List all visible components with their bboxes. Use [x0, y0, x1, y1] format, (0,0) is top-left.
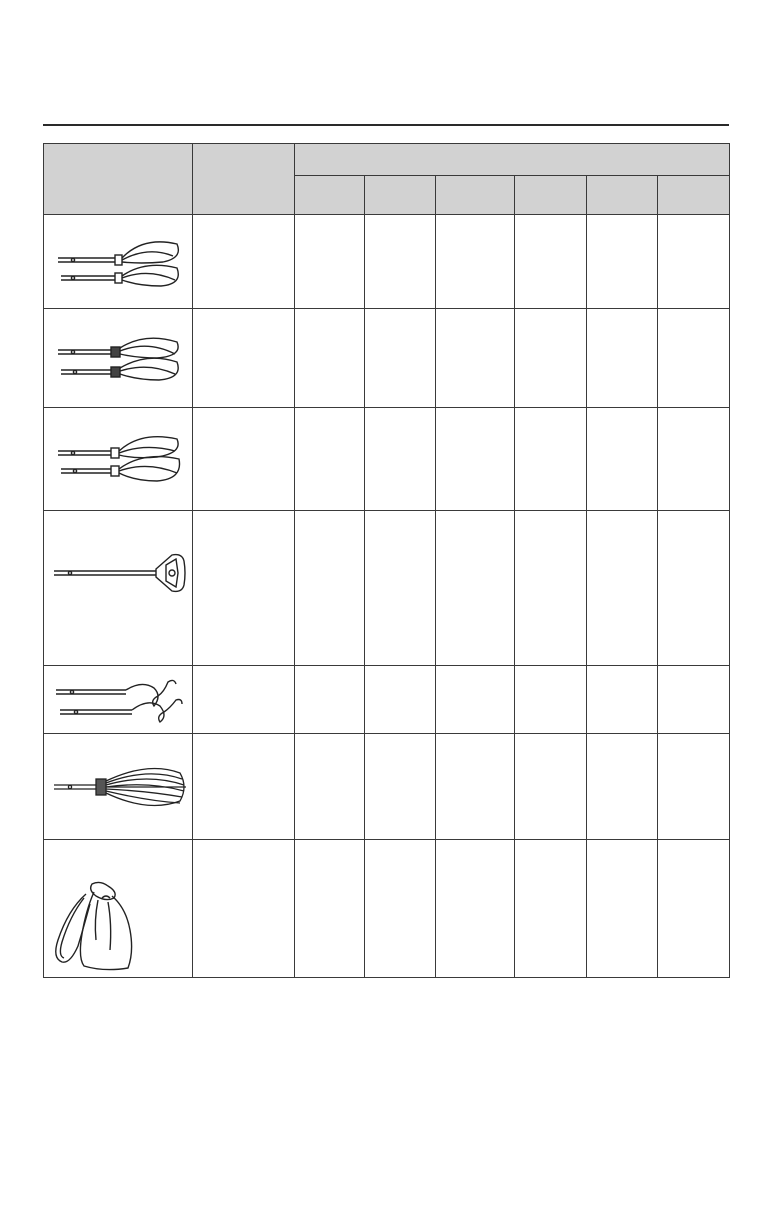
- cell: [295, 734, 365, 840]
- cell: [587, 215, 658, 309]
- wire-whisk-icon: [48, 761, 188, 813]
- cell: [365, 408, 436, 511]
- header-sub-2: [365, 176, 436, 215]
- cell: [295, 511, 365, 666]
- flex-edge-beater-icon: [53, 328, 183, 388]
- cell: [295, 309, 365, 408]
- cell: [515, 511, 587, 666]
- cell: [295, 840, 365, 978]
- cell: [587, 408, 658, 511]
- header-group: [295, 144, 730, 176]
- cell: [587, 511, 658, 666]
- dough-hooks-icon: [50, 676, 186, 724]
- cell: [587, 840, 658, 978]
- cell: [515, 309, 587, 408]
- cell: [365, 511, 436, 666]
- header-sub-5: [587, 176, 658, 215]
- cell: [515, 840, 587, 978]
- cell: [295, 215, 365, 309]
- cell: [436, 309, 515, 408]
- cell: [515, 734, 587, 840]
- cell: [515, 666, 587, 734]
- cell: [658, 666, 730, 734]
- top-rule: [43, 124, 729, 126]
- cell: [436, 511, 515, 666]
- cell: [295, 666, 365, 734]
- cell: [515, 215, 587, 309]
- cell: [365, 734, 436, 840]
- cell: [658, 511, 730, 666]
- accessory-name: [193, 309, 295, 408]
- header-sub-4: [515, 176, 587, 215]
- accessory-name: [193, 666, 295, 734]
- cell: [587, 666, 658, 734]
- table-row: [44, 309, 730, 408]
- header-sub-6: [658, 176, 730, 215]
- header-accessory: [44, 144, 193, 215]
- table-row: [44, 666, 730, 734]
- cell: [365, 840, 436, 978]
- pro-beater-icon: [53, 429, 183, 489]
- cell: [365, 215, 436, 309]
- cell: [295, 408, 365, 511]
- cell: [587, 734, 658, 840]
- accessory-name: [193, 215, 295, 309]
- cell: [658, 408, 730, 511]
- cell: [436, 666, 515, 734]
- cell: [658, 215, 730, 309]
- accessory-name: [193, 840, 295, 978]
- cell: [365, 666, 436, 734]
- cell: [658, 734, 730, 840]
- header-sub-1: [295, 176, 365, 215]
- cell: [587, 309, 658, 408]
- cell: [365, 309, 436, 408]
- cell: [515, 408, 587, 511]
- turbo-beater-icon: [53, 232, 183, 292]
- accessory-name: [193, 511, 295, 666]
- cell: [436, 734, 515, 840]
- table-row: [44, 840, 730, 978]
- table-row: [44, 408, 730, 511]
- table-row: [44, 734, 730, 840]
- accessory-name: [193, 408, 295, 511]
- accessory-table: [43, 143, 730, 978]
- header-name: [193, 144, 295, 215]
- cell: [658, 840, 730, 978]
- storage-bag-icon: [48, 880, 188, 972]
- blending-rod-icon: [48, 551, 188, 595]
- cell: [436, 215, 515, 309]
- accessory-name: [193, 734, 295, 840]
- table-row: [44, 215, 730, 309]
- cell: [658, 309, 730, 408]
- header-sub-3: [436, 176, 515, 215]
- table-row: [44, 511, 730, 666]
- cell: [436, 840, 515, 978]
- cell: [436, 408, 515, 511]
